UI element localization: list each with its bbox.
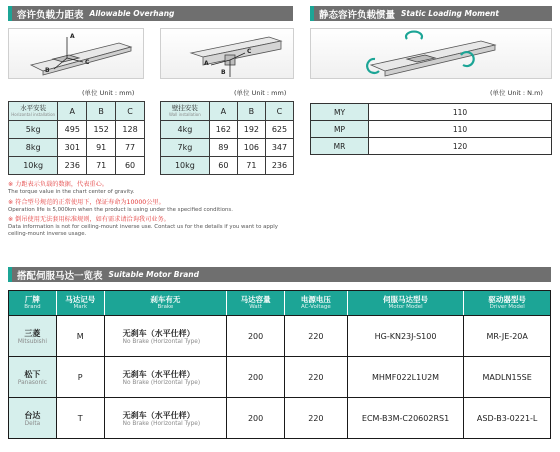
horizontal-cell: 77 — [116, 139, 145, 157]
note-item — [8, 199, 293, 214]
wall-cell: 162 — [209, 121, 237, 139]
watt-cell: 200 — [227, 357, 285, 397]
note-en: Operation life is 5,000km when the product is using under the specified conditions. — [8, 206, 233, 213]
note-item — [8, 216, 293, 237]
diagram-label-c: C — [85, 59, 90, 66]
wall-header-en: Wall installation — [169, 112, 201, 117]
watt-cell: 200 — [227, 398, 285, 438]
horizontal-cell: 152 — [87, 121, 116, 139]
watt-cell: 200 — [227, 316, 285, 356]
note-en: Data information is not for ceiling-mount inverse use. Contact us for the details if you want to apply ceiling-mount inverse usage. — [8, 224, 278, 237]
moment-diagram — [310, 28, 552, 79]
horizontal-header-cn: 水平安装 — [20, 104, 47, 112]
horizontal-cell: 301 — [58, 139, 87, 157]
moment-name-mr: MR — [311, 138, 369, 155]
header-motor-model: 伺服马达型号 Motor Model — [348, 291, 465, 315]
wall-cell: 236 — [265, 157, 293, 175]
horizontal-cell: 128 — [116, 121, 145, 139]
wall-diagram-label-c: C — [247, 48, 252, 55]
note-zh: ※ 倒吊使用无法套用标准规则，如有需求请洽询我司业务。 — [8, 216, 170, 223]
horizontal-cell: 71 — [87, 157, 116, 175]
horizontal-overhang-diagram — [8, 28, 144, 79]
moment-unit-label: (单位 Unit : N.m) — [490, 89, 543, 97]
horizontal-load-10kg: 10kg — [9, 157, 58, 175]
brand-cell: 松下 Panasonic — [9, 357, 57, 397]
moment-value-mr: 120 — [369, 138, 552, 155]
horizontal-col-c: C — [116, 102, 145, 121]
motor-title-en: Suitable Motor Brand — [108, 270, 199, 279]
wall-unit-label: (单位 Unit : mm) — [234, 89, 287, 97]
motor-model-cell: MHMF022L1U2M — [348, 357, 465, 397]
table-row — [161, 157, 294, 175]
wall-cell: 192 — [237, 121, 265, 139]
wall-load-10kg: 10kg — [161, 157, 210, 175]
driver-model-cell: ASD-B3-0221-L — [476, 413, 538, 423]
note-zh: ※ 符合型号规范的正常使用下，保证寿命为10000公里。 — [8, 198, 165, 206]
wall-cell: 71 — [237, 157, 265, 175]
mark-cell: P — [57, 357, 105, 397]
diagram-label-b: B — [45, 67, 50, 74]
overhang-section-header — [8, 6, 293, 21]
header-watt: 马达容量 Watt — [227, 291, 285, 315]
wall-header-cell — [161, 102, 210, 121]
wall-cell: 625 — [265, 121, 293, 139]
table-row — [9, 315, 550, 356]
wall-col-a: A — [209, 102, 237, 121]
moment-actuator-illustration — [311, 29, 553, 80]
note-zh: ※ 力距表示负载的数据，代表重心。 — [8, 181, 108, 188]
driver-model-cell: MR-JE-20A — [486, 331, 528, 341]
horizontal-col-a: A — [58, 102, 87, 121]
wall-load-4kg: 4kg — [161, 121, 210, 139]
header-voltage: 电源电压 AC-Voltage — [285, 291, 348, 315]
note-en: The torque value in the chart center of gravity. — [8, 189, 135, 195]
table-row — [9, 139, 145, 157]
mark-cell: T — [57, 398, 105, 438]
motor-brand-table — [8, 290, 551, 439]
table-row — [9, 121, 145, 139]
motor-table-header — [9, 291, 550, 315]
header-brand: 厂牌 Brand — [9, 291, 57, 315]
overhang-title-en: Allowable Overhang — [89, 9, 175, 18]
wall-header-cn: 壁挂安装 — [171, 104, 198, 112]
moment-value-mp: 110 — [369, 121, 552, 138]
wall-diagram-label-b: B — [221, 69, 226, 76]
horizontal-col-b: B — [87, 102, 116, 121]
moment-title-cn: 静态容许负载惯量 — [319, 9, 396, 21]
wall-overhang-table — [160, 101, 294, 175]
horizontal-actuator-illustration — [9, 29, 145, 80]
note-item — [8, 181, 293, 196]
driver-model-cell: MADLN15SE — [482, 372, 532, 382]
table-row — [9, 157, 145, 175]
header-brake: 刹车有无 Brake — [105, 291, 228, 315]
horizontal-cell: 91 — [87, 139, 116, 157]
horizontal-overhang-table — [8, 101, 145, 175]
table-row — [311, 121, 552, 138]
motor-title-cn: 搭配伺服马达一览表 — [17, 270, 103, 282]
brake-cell: 无刹车（水平仕样） No Brake (Horizontal Type) — [105, 398, 228, 438]
horizontal-cell: 495 — [58, 121, 87, 139]
horizontal-load-8kg: 8kg — [9, 139, 58, 157]
table-row — [9, 397, 550, 438]
wall-actuator-illustration — [161, 29, 295, 80]
voltage-cell: 220 — [285, 398, 348, 438]
moment-section-header — [310, 6, 552, 21]
wall-col-c: C — [265, 102, 293, 121]
brand-cell: 台达 Delta — [9, 398, 57, 438]
wall-overhang-diagram — [160, 28, 294, 79]
brake-cell: 无刹车（水平仕样） No Brake (Horizontal Type) — [105, 357, 228, 397]
horizontal-cell: 236 — [58, 157, 87, 175]
table-row — [311, 138, 552, 155]
brand-cell: 三菱 Mitsubishi — [9, 316, 57, 356]
horizontal-unit-label: (单位 Unit : mm) — [82, 89, 135, 97]
moment-name-my: MY — [311, 104, 369, 121]
horizontal-header-cell — [9, 102, 58, 121]
wall-cell: 89 — [209, 139, 237, 157]
horizontal-load-5kg: 5kg — [9, 121, 58, 139]
horizontal-cell: 60 — [116, 157, 145, 175]
mark-cell: M — [57, 316, 105, 356]
diagram-label-a: A — [70, 33, 75, 40]
wall-load-7kg: 7kg — [161, 139, 210, 157]
notes-section — [8, 181, 293, 240]
horizontal-header-en: Horizontal installation — [11, 112, 56, 117]
table-row — [161, 121, 294, 139]
header-mark: 马达记号 Mark — [57, 291, 105, 315]
brake-cell: 无刹车（水平仕样） No Brake (Horizontal Type) — [105, 316, 228, 356]
voltage-cell: 220 — [285, 357, 348, 397]
moment-table — [310, 103, 552, 155]
wall-diagram-label-a: A — [204, 60, 209, 67]
motor-section-header — [8, 267, 551, 282]
voltage-cell: 220 — [285, 316, 348, 356]
header-driver-model: 驱动器型号 Driver Model — [488, 295, 526, 310]
wall-cell: 347 — [265, 139, 293, 157]
moment-title-en: Static Loading Moment — [401, 9, 499, 18]
wall-cell: 106 — [237, 139, 265, 157]
motor-model-cell: HG-KN23J-S100 — [348, 316, 465, 356]
table-row — [9, 356, 550, 397]
motor-model-cell: ECM-B3M-C20602RS1 — [348, 398, 465, 438]
overhang-title-cn: 容许负载力距表 — [17, 9, 84, 21]
moment-name-mp: MP — [311, 121, 369, 138]
moment-value-my: 110 — [369, 104, 552, 121]
table-row — [311, 104, 552, 121]
wall-col-b: B — [237, 102, 265, 121]
table-row — [161, 139, 294, 157]
wall-cell: 60 — [209, 157, 237, 175]
